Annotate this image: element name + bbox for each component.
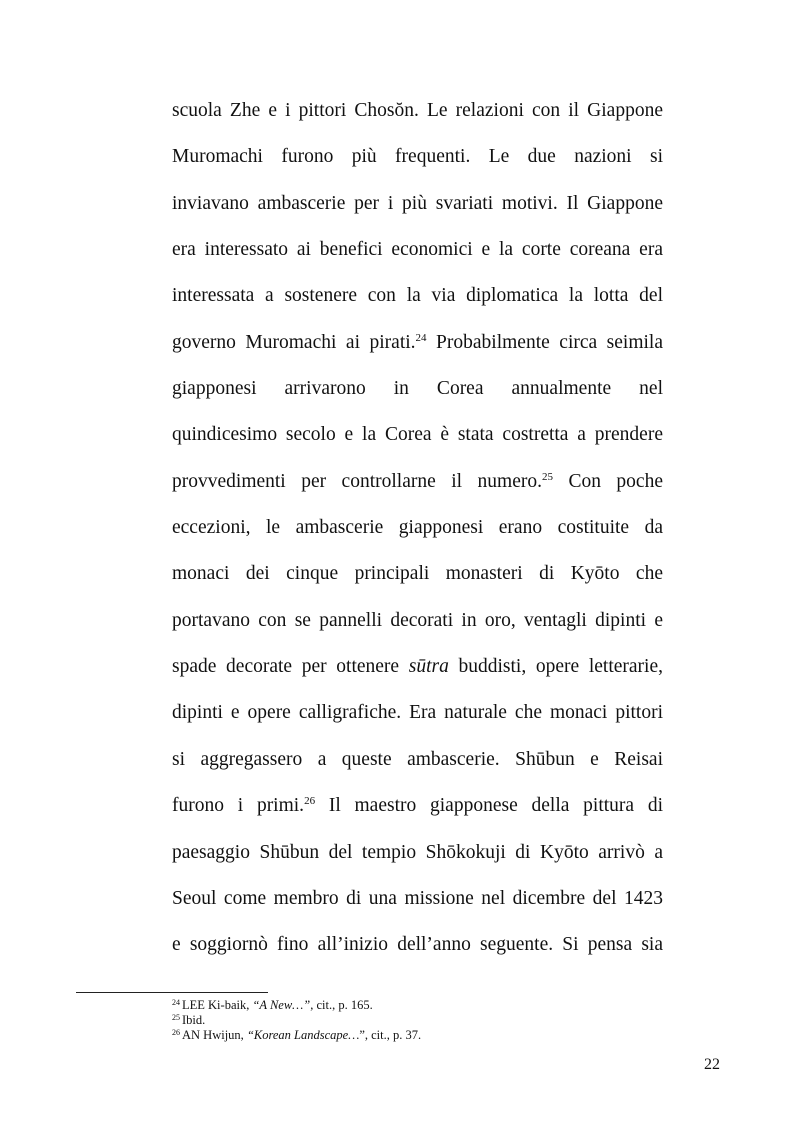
text-segment: Il maestro giapponese della pittura di xyxy=(315,795,663,817)
text-line: era interessato ai benefici economici e la corte coreana era xyxy=(172,239,663,261)
page-number: 22 xyxy=(704,1056,720,1073)
text-line: Seoul come membro di una missione nel dicembre del 1423 xyxy=(172,887,663,909)
text-line: Muromachi furono più frequenti. Le due nazioni si xyxy=(172,146,663,168)
footnote-title: “Korean Landscape… xyxy=(246,1028,360,1042)
footnote-text: LEE Ki-baik, xyxy=(182,998,253,1012)
text-line xyxy=(172,320,663,366)
text-line: interessata a sostenere con la via diplomatica la lotta del xyxy=(172,285,663,307)
text-line: si aggregassero a queste ambascerie. Shūbun e Reisai xyxy=(172,748,663,770)
italic-term: sūtra xyxy=(408,656,449,678)
footnote-title: “A New…” xyxy=(252,998,311,1012)
text-line: e soggiornò fino all’inizio dell’anno seguente. Si pensa sia xyxy=(172,934,663,956)
footnote-ref: 26 xyxy=(304,795,316,808)
footnote-ref: 25 xyxy=(541,470,553,483)
text-line xyxy=(172,459,663,505)
footnote-number: 24 xyxy=(172,998,180,1007)
text-line xyxy=(172,644,663,690)
footnote xyxy=(172,1028,672,1043)
text-line: eccezioni, le ambascerie giapponesi erano costituite da xyxy=(172,517,663,539)
text-segment: Probabilmente circa seimila xyxy=(426,331,663,353)
footnote-text: ”, cit., p. 37. xyxy=(359,1028,422,1042)
text-segment: Con poche xyxy=(552,470,663,492)
text-line: portavano con se pannelli decorati in oro, ventagli dipinti e xyxy=(172,609,663,631)
text-line: giapponesi arrivarono in Corea annualmente nel xyxy=(172,378,663,400)
text-segment: buddisti, opere letterarie, xyxy=(448,656,663,678)
text-segment: furono i primi. xyxy=(172,795,305,817)
footnote xyxy=(172,998,672,1013)
footnote-text: , cit., p. 165. xyxy=(310,998,373,1012)
text-segment: provvedimenti per controllarne il numero. xyxy=(172,470,542,492)
body-text xyxy=(172,88,663,969)
text-line: inviavano ambascerie per i più svariati motivi. Il Giappone xyxy=(172,192,663,214)
text-segment: spade decorate per ottenere xyxy=(172,656,409,678)
text-line xyxy=(172,783,663,829)
footnote-separator xyxy=(76,992,268,993)
text-line: monaci dei cinque principali monasteri di Kyōto che xyxy=(172,563,663,585)
footnote xyxy=(172,1013,672,1028)
footnote-number: 26 xyxy=(172,1028,180,1037)
text-line: paesaggio Shūbun del tempio Shōkokuji di Kyōto arrivò a xyxy=(172,841,663,863)
text-line: scuola Zhe e i pittori Chosŏn. Le relazioni con il Giappone xyxy=(172,100,663,121)
text-line: quindicesimo secolo e la Corea è stata costretta a prendere xyxy=(172,424,663,446)
footnote-number: 25 xyxy=(172,1013,180,1022)
footnote-ref: 24 xyxy=(415,331,427,344)
footnotes xyxy=(172,998,672,1043)
footnote-text: Ibid. xyxy=(182,1013,206,1027)
text-segment: governo Muromachi ai pirati. xyxy=(172,331,416,353)
text-line: dipinti e opere calligrafiche. Era naturale che monaci pittori xyxy=(172,702,663,724)
footnote-text: AN Hwijun, xyxy=(182,1028,247,1042)
